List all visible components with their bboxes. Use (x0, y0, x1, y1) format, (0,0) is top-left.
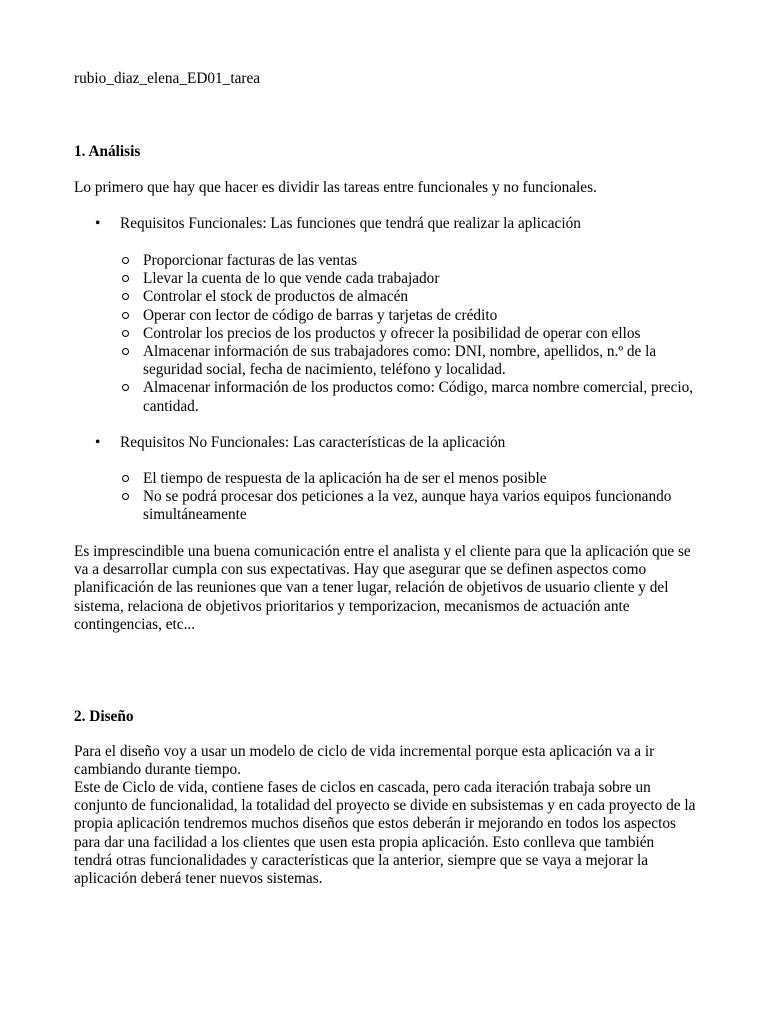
list-item (120, 307, 700, 325)
list-item (120, 325, 700, 343)
circle-bullet-icon (122, 475, 129, 482)
bullet-dot-icon: • (95, 215, 101, 232)
list-item-text: Llevar la cuenta de lo que vende cada trabajador (143, 270, 440, 288)
section-intro-paragraph: Lo primero que hay que hacer es dividir las tareas entre funcionales y no funcionales. (74, 179, 597, 196)
list-item-text: Almacenar información de los productos como: Código, marca nombre comercial, precio, cantidad. (143, 379, 694, 415)
circle-bullet-icon (122, 493, 129, 500)
section-heading-analisis: 1. Análisis (74, 143, 141, 160)
circle-bullet-icon (122, 384, 129, 391)
list-item-text: Operar con lector de código de barras y tarjetas de crédito (143, 306, 498, 324)
list-item-text: El tiempo de respuesta de la aplicación ha de ser el menos posible (143, 470, 547, 487)
bullet-dot-icon: • (95, 434, 101, 451)
circle-bullet-icon (122, 312, 129, 319)
circle-bullet-icon (122, 275, 129, 282)
list-item (120, 270, 700, 288)
design-paragraph-1: Para el diseño voy a usar un modelo de ciclo de vida incremental porque esta aplicación va a ir cambiando durante tiempo. (74, 743, 655, 779)
list-item-text: Almacenar información de sus trabajadores como: DNI, nombre, apellidos, n.º de la seguridad social, fecha de nacimiento, teléfono y localidad. (143, 343, 657, 379)
list-item (120, 488, 700, 524)
list-item (120, 379, 700, 415)
list-item (120, 343, 700, 379)
list-item-text: No se podrá procesar dos peticiones a la vez, aunque haya varios equipos funcionando simultáneamente (143, 488, 672, 524)
circle-bullet-icon (122, 293, 129, 300)
non-functional-requirements-list (120, 470, 700, 525)
circle-bullet-icon (122, 330, 129, 337)
closing-paragraph: Es imprescindible una buena comunicación entre el analista y el cliente para que la aplicación que se va a desarrollar cumpla con sus expectativas. Hay que asegurar que se definen aspectos como planificación de las reuniones que van a tener lugar, relación de objetivos de usuario cliente y del sistema, relaciona de objetivos prioritarios y temporizacion, mecanismos de actuación ante contingencias, etc... (74, 543, 691, 633)
list-item-text: Controlar los precios de los productos y ofrecer la posibilidad de operar con ellos (143, 324, 641, 342)
list-item (120, 470, 700, 488)
section-heading-diseno: 2. Diseño (74, 708, 134, 725)
circle-bullet-icon (122, 348, 129, 355)
circle-bullet-icon (122, 257, 129, 264)
list-item-text: Proporcionar facturas de las ventas (143, 252, 358, 269)
document-filename: rubio_diaz_elena_ED01_tarea (74, 70, 261, 87)
bullet-text: Requisitos Funcionales: Las funciones que tendrá que realizar la aplicación (120, 215, 581, 232)
bullet-text: Requisitos No Funcionales: Las características de la aplicación (120, 434, 506, 451)
design-paragraph-2: Este de Ciclo de vida, contiene fases de ciclos en cascada, pero cada iteración trabaja sobre un conjunto de funcionalidad, la totalidad del proyecto se divide en subsistemas y en cada proyecto de la propia aplicación tendremos muchos diseños que estos deberán ir mejorando en todos los aspectos para dar una facilidad a los clientes que usen esta propia aplicación. Esto conlleva que también tendrá otras funcionalidades y características que la anterior, siempre que se vaya a mejorar la aplicación deberá tener nuevos sistemas. (74, 779, 696, 888)
list-item (120, 288, 700, 306)
list-item (120, 252, 700, 270)
functional-requirements-list (120, 252, 700, 416)
list-item-text: Controlar el stock de productos de almacén (143, 288, 409, 306)
